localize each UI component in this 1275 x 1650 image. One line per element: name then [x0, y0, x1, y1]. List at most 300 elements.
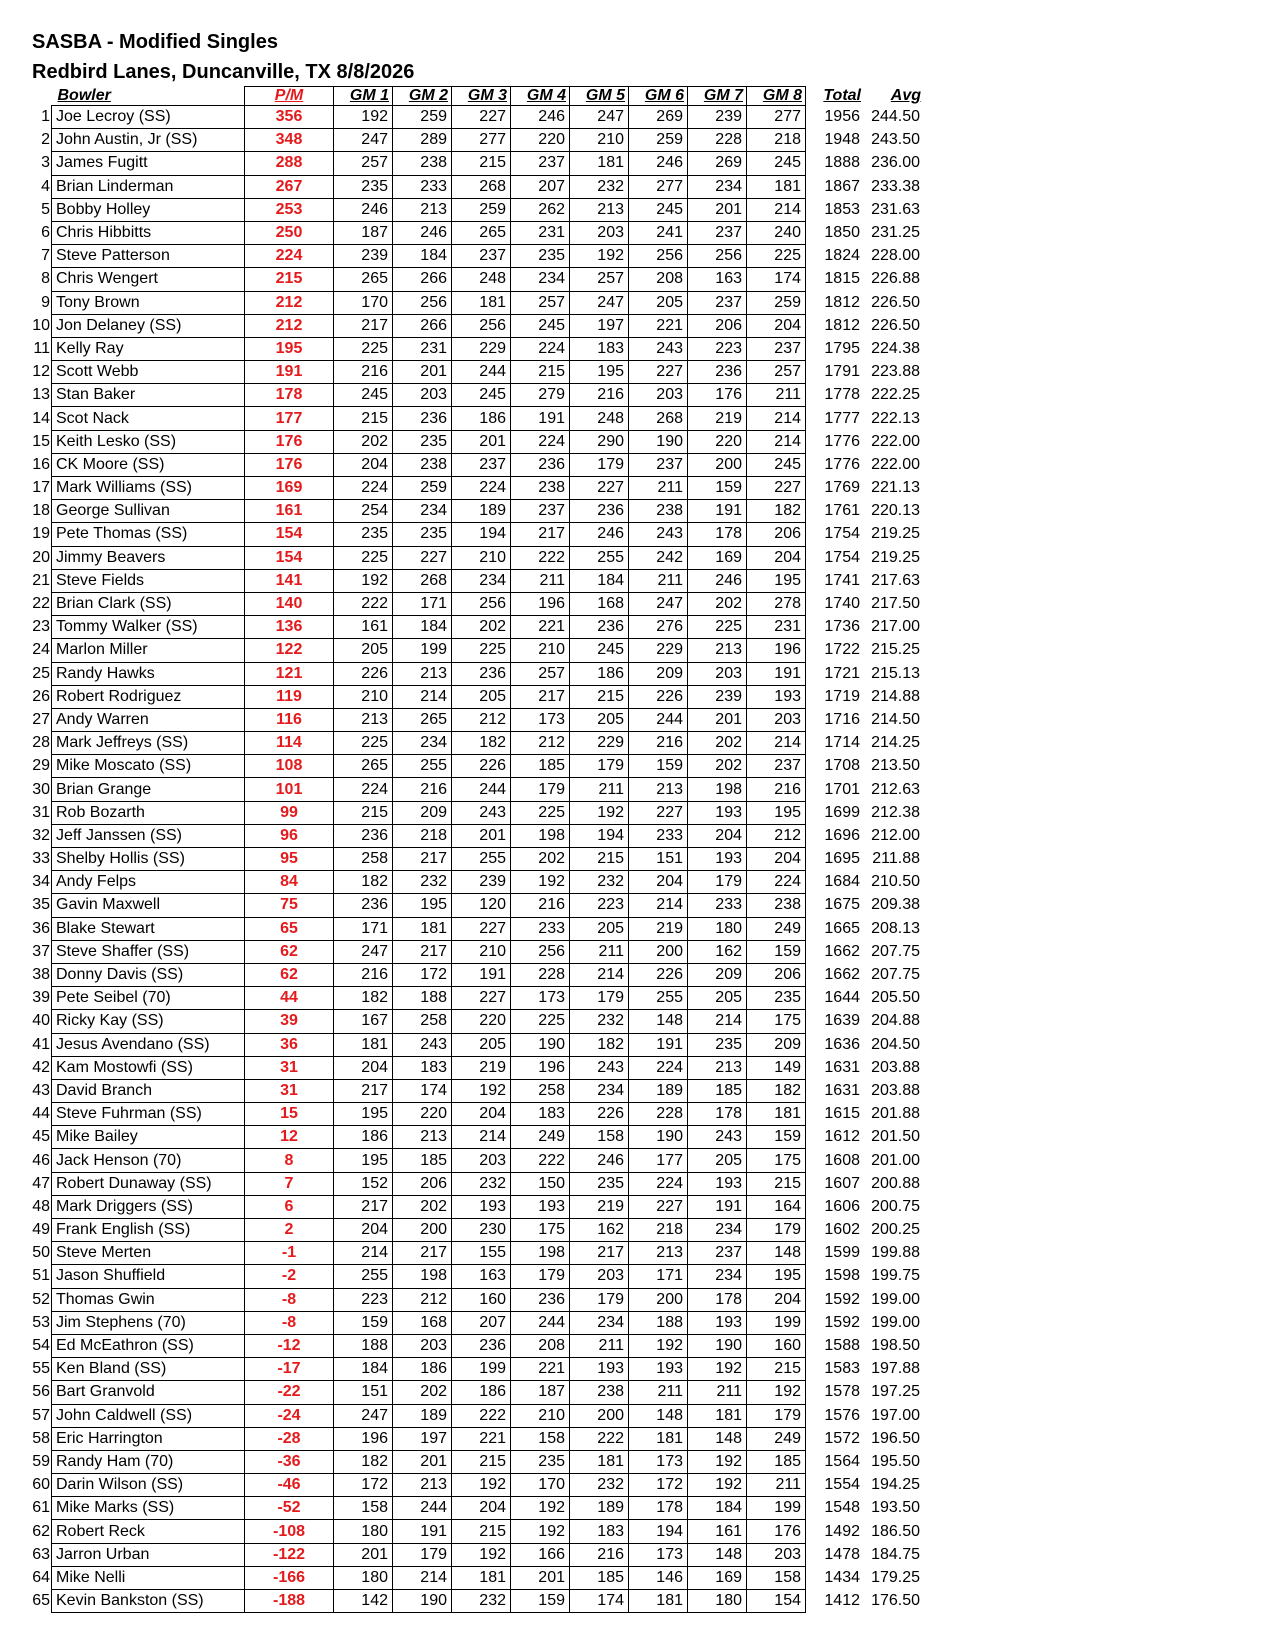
- plus-minus-cell: -46: [245, 1474, 334, 1497]
- table-row: [30, 1195, 924, 1218]
- plus-minus-cell: -17: [245, 1358, 334, 1381]
- rank-cell: 14: [32, 409, 50, 427]
- bowler-name-cell: Pete Thomas (SS): [52, 523, 245, 546]
- game-score-cell: 223: [570, 894, 629, 917]
- rank-cell: 54: [32, 1337, 50, 1355]
- game-score-cell: 217: [511, 523, 570, 546]
- column-header-gm-3: GM 3: [452, 87, 511, 106]
- game-score-cell: 213: [570, 198, 629, 221]
- game-score-cell: 180: [334, 1520, 393, 1543]
- game-score-cell: 245: [570, 639, 629, 662]
- rank-cell: 38: [32, 966, 50, 984]
- game-score-cell: 158: [334, 1497, 393, 1520]
- total-cell: 1606: [824, 1197, 860, 1215]
- game-score-cell: 211: [629, 569, 688, 592]
- game-score-cell: 213: [629, 1242, 688, 1265]
- rank-cell: 34: [32, 873, 50, 891]
- game-score-cell: 212: [511, 732, 570, 755]
- average-cell: 200.25: [871, 1221, 920, 1239]
- average-cell: 212.00: [871, 826, 920, 844]
- bowler-name-cell: Thomas Gwin: [52, 1288, 245, 1311]
- game-score-cell: 256: [452, 314, 511, 337]
- table-row: [30, 1079, 924, 1102]
- game-score-cell: 192: [688, 1474, 747, 1497]
- game-score-cell: 172: [334, 1474, 393, 1497]
- rank-cell: 63: [32, 1545, 50, 1563]
- table-row: [30, 1358, 924, 1381]
- plus-minus-cell: 75: [245, 894, 334, 917]
- bowler-name-cell: Randy Hawks: [52, 662, 245, 685]
- game-score-cell: 179: [570, 453, 629, 476]
- game-score-cell: 186: [452, 407, 511, 430]
- game-score-cell: 179: [747, 1404, 806, 1427]
- total-cell: 1492: [824, 1522, 860, 1540]
- table-row: [30, 546, 924, 569]
- total-cell: 1554: [824, 1476, 860, 1494]
- bowler-name-cell: Scott Webb: [52, 361, 245, 384]
- rank-cell: 51: [32, 1267, 50, 1285]
- game-score-cell: 181: [452, 1566, 511, 1589]
- bowler-name-cell: Ed McEathron (SS): [52, 1334, 245, 1357]
- average-cell: 199.88: [871, 1244, 920, 1262]
- game-score-cell: 227: [393, 546, 452, 569]
- total-cell: 1740: [824, 595, 860, 613]
- game-score-cell: 215: [747, 1358, 806, 1381]
- game-score-cell: 234: [688, 1265, 747, 1288]
- game-score-cell: 214: [747, 430, 806, 453]
- plus-minus-cell: 96: [245, 824, 334, 847]
- game-score-cell: 245: [452, 384, 511, 407]
- game-score-cell: 268: [393, 569, 452, 592]
- game-score-cell: 237: [452, 453, 511, 476]
- average-cell: 199.00: [871, 1313, 920, 1331]
- game-score-cell: 169: [688, 546, 747, 569]
- total-cell: 1853: [824, 200, 860, 218]
- game-score-cell: 193: [688, 1311, 747, 1334]
- average-cell: 199.75: [871, 1267, 920, 1285]
- plus-minus-cell: 114: [245, 732, 334, 755]
- game-score-cell: 245: [511, 314, 570, 337]
- game-score-cell: 182: [747, 1079, 806, 1102]
- game-score-cell: 225: [452, 639, 511, 662]
- game-score-cell: 204: [452, 1103, 511, 1126]
- total-cell: 1776: [824, 455, 860, 473]
- total-cell: 1812: [824, 316, 860, 334]
- game-score-cell: 213: [393, 198, 452, 221]
- game-score-cell: 189: [570, 1497, 629, 1520]
- game-score-cell: 289: [393, 129, 452, 152]
- game-score-cell: 207: [511, 175, 570, 198]
- game-score-cell: 192: [688, 1358, 747, 1381]
- game-score-cell: 220: [511, 129, 570, 152]
- game-score-cell: 197: [393, 1427, 452, 1450]
- game-score-cell: 213: [393, 1126, 452, 1149]
- game-score-cell: 174: [747, 268, 806, 291]
- game-score-cell: 249: [747, 917, 806, 940]
- game-score-cell: 154: [747, 1590, 806, 1613]
- game-score-cell: 202: [511, 848, 570, 871]
- game-score-cell: 214: [747, 732, 806, 755]
- rank-cell: 43: [32, 1081, 50, 1099]
- average-cell: 215.13: [871, 664, 920, 682]
- bowler-name-cell: John Austin, Jr (SS): [52, 129, 245, 152]
- game-score-cell: 215: [570, 848, 629, 871]
- game-score-cell: 246: [570, 1149, 629, 1172]
- average-cell: 199.00: [871, 1290, 920, 1308]
- game-score-cell: 175: [747, 1149, 806, 1172]
- plus-minus-cell: 212: [245, 314, 334, 337]
- table-row: [30, 1010, 924, 1033]
- game-score-cell: 259: [393, 106, 452, 129]
- rank-cell: 62: [32, 1522, 50, 1540]
- game-score-cell: 211: [511, 569, 570, 592]
- rank-cell: 49: [32, 1221, 50, 1239]
- game-score-cell: 234: [570, 1079, 629, 1102]
- table-row: [30, 801, 924, 824]
- rank-cell: 23: [32, 618, 50, 636]
- game-score-cell: 257: [511, 291, 570, 314]
- total-cell: 1776: [824, 432, 860, 450]
- bowler-name-cell: Joe Lecroy (SS): [52, 106, 245, 129]
- game-score-cell: 196: [511, 1056, 570, 1079]
- bowler-name-cell: CK Moore (SS): [52, 453, 245, 476]
- game-score-cell: 203: [747, 708, 806, 731]
- game-score-cell: 195: [747, 1265, 806, 1288]
- game-score-cell: 170: [334, 291, 393, 314]
- game-score-cell: 211: [747, 384, 806, 407]
- game-score-cell: 194: [452, 523, 511, 546]
- plus-minus-cell: 15: [245, 1103, 334, 1126]
- average-cell: 201.00: [871, 1151, 920, 1169]
- column-header-plus-minus: P/M: [245, 87, 334, 106]
- game-score-cell: 257: [511, 662, 570, 685]
- game-score-cell: 237: [511, 152, 570, 175]
- game-score-cell: 262: [511, 198, 570, 221]
- game-score-cell: 193: [747, 685, 806, 708]
- rank-cell: 30: [32, 780, 50, 798]
- game-score-cell: 234: [511, 268, 570, 291]
- table-row: [30, 755, 924, 778]
- game-score-cell: 224: [747, 871, 806, 894]
- game-score-cell: 195: [334, 1149, 393, 1172]
- game-score-cell: 205: [452, 1033, 511, 1056]
- game-score-cell: 204: [747, 314, 806, 337]
- bowler-name-cell: Frank English (SS): [52, 1219, 245, 1242]
- average-cell: 203.88: [871, 1081, 920, 1099]
- rank-cell: 19: [32, 525, 50, 543]
- game-score-cell: 225: [747, 245, 806, 268]
- game-score-cell: 204: [334, 453, 393, 476]
- rank-cell: 6: [41, 224, 50, 242]
- game-score-cell: 217: [334, 314, 393, 337]
- average-cell: 201.50: [871, 1128, 920, 1146]
- average-cell: 221.13: [871, 479, 920, 497]
- game-score-cell: 243: [452, 801, 511, 824]
- game-score-cell: 199: [452, 1358, 511, 1381]
- total-cell: 1795: [824, 339, 860, 357]
- table-row: [30, 1288, 924, 1311]
- average-cell: 244.50: [871, 108, 920, 126]
- game-score-cell: 192: [511, 871, 570, 894]
- game-score-cell: 200: [393, 1219, 452, 1242]
- game-score-cell: 195: [334, 1103, 393, 1126]
- bowler-name-cell: Blake Stewart: [52, 917, 245, 940]
- total-cell: 1607: [824, 1174, 860, 1192]
- column-header-bowler: Bowler: [57, 86, 111, 104]
- game-score-cell: 193: [688, 801, 747, 824]
- rank-cell: 3: [41, 154, 50, 172]
- total-cell: 1478: [824, 1545, 860, 1563]
- game-score-cell: 192: [570, 801, 629, 824]
- table-row: [30, 453, 924, 476]
- plus-minus-cell: 2: [245, 1219, 334, 1242]
- average-cell: 222.00: [871, 432, 920, 450]
- total-cell: 1815: [824, 270, 860, 288]
- bowler-name-cell: Jack Henson (70): [52, 1149, 245, 1172]
- game-score-cell: 176: [688, 384, 747, 407]
- game-score-cell: 214: [747, 198, 806, 221]
- rank-cell: 53: [32, 1313, 50, 1331]
- game-score-cell: 209: [393, 801, 452, 824]
- total-cell: 1599: [824, 1244, 860, 1262]
- total-cell: 1578: [824, 1383, 860, 1401]
- game-score-cell: 242: [629, 546, 688, 569]
- table-row: [30, 1056, 924, 1079]
- rank-cell: 15: [32, 432, 50, 450]
- game-score-cell: 239: [688, 685, 747, 708]
- total-cell: 1412: [824, 1592, 860, 1610]
- rank-cell: 5: [41, 200, 50, 218]
- game-score-cell: 192: [452, 1079, 511, 1102]
- game-score-cell: 171: [393, 592, 452, 615]
- total-cell: 1888: [824, 154, 860, 172]
- bowler-name-cell: Kam Mostowfi (SS): [52, 1056, 245, 1079]
- game-score-cell: 208: [511, 1334, 570, 1357]
- game-score-cell: 209: [629, 662, 688, 685]
- game-score-cell: 222: [511, 1149, 570, 1172]
- game-score-cell: 196: [334, 1427, 393, 1450]
- game-score-cell: 227: [570, 477, 629, 500]
- page-subtitle: Redbird Lanes, Duncanville, TX 8/8/2026: [32, 61, 415, 83]
- total-cell: 1948: [824, 131, 860, 149]
- game-score-cell: 236: [393, 407, 452, 430]
- average-cell: 198.50: [871, 1337, 920, 1355]
- game-score-cell: 189: [452, 500, 511, 523]
- game-score-cell: 233: [629, 824, 688, 847]
- game-score-cell: 224: [511, 337, 570, 360]
- plus-minus-cell: 101: [245, 778, 334, 801]
- total-cell: 1769: [824, 479, 860, 497]
- plus-minus-cell: -108: [245, 1520, 334, 1543]
- game-score-cell: 227: [452, 106, 511, 129]
- total-cell: 1708: [824, 757, 860, 775]
- game-score-cell: 200: [629, 1288, 688, 1311]
- table-row: [30, 268, 924, 291]
- rank-cell: 55: [32, 1360, 50, 1378]
- plus-minus-cell: 176: [245, 453, 334, 476]
- game-score-cell: 211: [570, 940, 629, 963]
- game-score-cell: 148: [747, 1242, 806, 1265]
- game-score-cell: 148: [688, 1543, 747, 1566]
- game-score-cell: 198: [511, 824, 570, 847]
- game-score-cell: 180: [688, 1590, 747, 1613]
- game-score-cell: 259: [393, 477, 452, 500]
- game-score-cell: 192: [334, 106, 393, 129]
- rank-cell: 48: [32, 1197, 50, 1215]
- rank-cell: 18: [32, 502, 50, 520]
- plus-minus-cell: 154: [245, 523, 334, 546]
- total-cell: 1588: [824, 1337, 860, 1355]
- results-table: [30, 86, 925, 1613]
- rank-cell: 50: [32, 1244, 50, 1262]
- game-score-cell: 201: [452, 824, 511, 847]
- game-score-cell: 235: [511, 245, 570, 268]
- page-title: SASBA - Modified Singles: [32, 31, 278, 53]
- average-cell: 214.25: [871, 734, 920, 752]
- game-score-cell: 174: [393, 1079, 452, 1102]
- game-score-cell: 193: [452, 1195, 511, 1218]
- game-score-cell: 231: [511, 221, 570, 244]
- game-score-cell: 218: [747, 129, 806, 152]
- total-cell: 1761: [824, 502, 860, 520]
- rank-cell: 9: [41, 293, 50, 311]
- table-row: [30, 198, 924, 221]
- game-score-cell: 225: [511, 1010, 570, 1033]
- total-cell: 1778: [824, 386, 860, 404]
- table-row: [30, 940, 924, 963]
- game-score-cell: 192: [688, 1450, 747, 1473]
- total-cell: 1636: [824, 1035, 860, 1053]
- game-score-cell: 225: [688, 616, 747, 639]
- plus-minus-cell: -166: [245, 1566, 334, 1589]
- game-score-cell: 244: [629, 708, 688, 731]
- table-row: [30, 129, 924, 152]
- table-row: [30, 1126, 924, 1149]
- game-score-cell: 192: [629, 1334, 688, 1357]
- bowler-name-cell: Steve Merten: [52, 1242, 245, 1265]
- game-score-cell: 238: [570, 1381, 629, 1404]
- plus-minus-cell: 178: [245, 384, 334, 407]
- game-score-cell: 168: [570, 592, 629, 615]
- game-score-cell: 212: [393, 1288, 452, 1311]
- game-score-cell: 182: [570, 1033, 629, 1056]
- game-score-cell: 198: [688, 778, 747, 801]
- game-score-cell: 217: [393, 1242, 452, 1265]
- total-cell: 1754: [824, 548, 860, 566]
- bowler-name-cell: Brian Clark (SS): [52, 592, 245, 615]
- game-score-cell: 179: [511, 778, 570, 801]
- game-score-cell: 185: [393, 1149, 452, 1172]
- game-score-cell: 238: [393, 453, 452, 476]
- total-cell: 1639: [824, 1012, 860, 1030]
- game-score-cell: 186: [452, 1381, 511, 1404]
- bowler-name-cell: Ricky Kay (SS): [52, 1010, 245, 1033]
- game-score-cell: 226: [570, 1103, 629, 1126]
- plus-minus-cell: -1: [245, 1242, 334, 1265]
- game-score-cell: 182: [334, 871, 393, 894]
- rank-cell: 57: [32, 1406, 50, 1424]
- total-cell: 1736: [824, 618, 860, 636]
- total-cell: 1721: [824, 664, 860, 682]
- bowler-name-cell: Keith Lesko (SS): [52, 430, 245, 453]
- table-row: [30, 963, 924, 986]
- total-cell: 1615: [824, 1105, 860, 1123]
- game-score-cell: 192: [511, 1497, 570, 1520]
- average-cell: 233.38: [871, 177, 920, 195]
- average-cell: 214.50: [871, 710, 920, 728]
- game-score-cell: 237: [688, 1242, 747, 1265]
- game-score-cell: 204: [334, 1056, 393, 1079]
- plus-minus-cell: 136: [245, 616, 334, 639]
- plus-minus-cell: 212: [245, 291, 334, 314]
- game-score-cell: 226: [452, 755, 511, 778]
- game-score-cell: 191: [747, 662, 806, 685]
- table-row: [30, 1311, 924, 1334]
- game-score-cell: 185: [747, 1450, 806, 1473]
- bowler-name-cell: Andy Warren: [52, 708, 245, 731]
- table-row: [30, 894, 924, 917]
- game-score-cell: 215: [334, 801, 393, 824]
- game-score-cell: 167: [334, 1010, 393, 1033]
- game-score-cell: 166: [511, 1543, 570, 1566]
- game-score-cell: 203: [688, 662, 747, 685]
- game-score-cell: 190: [511, 1033, 570, 1056]
- game-score-cell: 279: [511, 384, 570, 407]
- bowler-name-cell: Jon Delaney (SS): [52, 314, 245, 337]
- game-score-cell: 205: [688, 1149, 747, 1172]
- game-score-cell: 216: [570, 384, 629, 407]
- game-score-cell: 236: [452, 662, 511, 685]
- game-score-cell: 235: [570, 1172, 629, 1195]
- game-score-cell: 234: [393, 500, 452, 523]
- bowler-name-cell: Jimmy Beavers: [52, 546, 245, 569]
- game-score-cell: 182: [334, 987, 393, 1010]
- game-score-cell: 190: [393, 1590, 452, 1613]
- game-score-cell: 187: [511, 1381, 570, 1404]
- game-score-cell: 181: [747, 1103, 806, 1126]
- average-cell: 200.75: [871, 1197, 920, 1215]
- game-score-cell: 163: [688, 268, 747, 291]
- plus-minus-cell: -188: [245, 1590, 334, 1613]
- rank-cell: 26: [32, 687, 50, 705]
- average-cell: 193.50: [871, 1499, 920, 1517]
- game-score-cell: 200: [629, 940, 688, 963]
- game-score-cell: 239: [452, 871, 511, 894]
- game-score-cell: 235: [393, 430, 452, 453]
- game-score-cell: 221: [452, 1427, 511, 1450]
- game-score-cell: 142: [334, 1590, 393, 1613]
- game-score-cell: 214: [570, 963, 629, 986]
- game-score-cell: 237: [747, 337, 806, 360]
- rank-cell: 17: [32, 479, 50, 497]
- average-cell: 214.88: [871, 687, 920, 705]
- table-row: [30, 500, 924, 523]
- game-score-cell: 162: [688, 940, 747, 963]
- game-score-cell: 255: [334, 1265, 393, 1288]
- bowler-name-cell: Donny Davis (SS): [52, 963, 245, 986]
- game-score-cell: 219: [629, 917, 688, 940]
- average-cell: 243.50: [871, 131, 920, 149]
- bowler-name-cell: Bart Granvold: [52, 1381, 245, 1404]
- table-row: [30, 523, 924, 546]
- game-score-cell: 247: [334, 1404, 393, 1427]
- game-score-cell: 232: [393, 871, 452, 894]
- table-row: [30, 1543, 924, 1566]
- game-score-cell: 146: [629, 1566, 688, 1589]
- game-score-cell: 210: [511, 639, 570, 662]
- game-score-cell: 265: [452, 221, 511, 244]
- average-cell: 197.25: [871, 1383, 920, 1401]
